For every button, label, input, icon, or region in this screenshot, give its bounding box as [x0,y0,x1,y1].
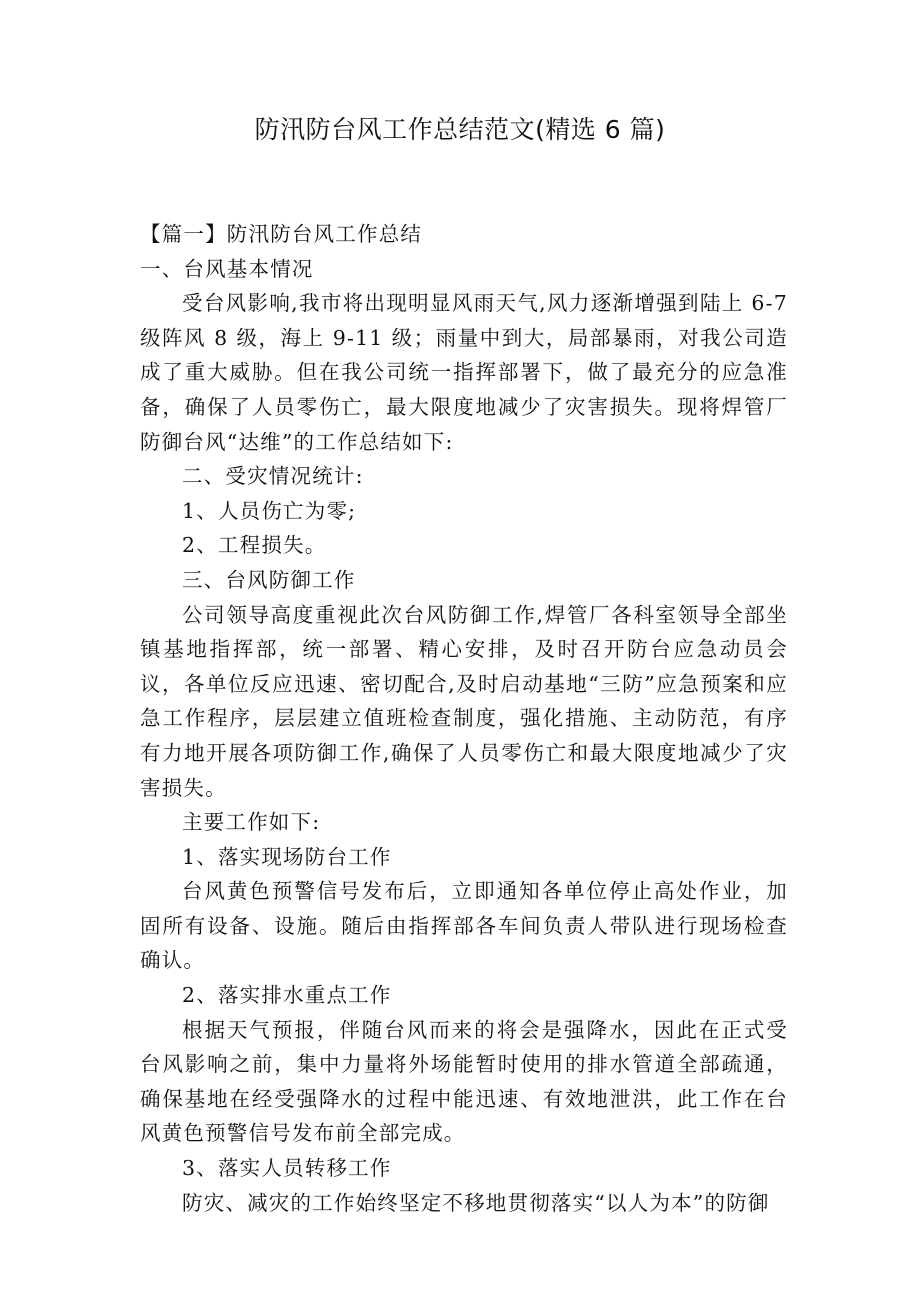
document-title: 防汛防台风工作总结范文(精选 6 篇) [254,115,666,144]
body-paragraph: 防灾、减灾的工作始终坚定不移地贯彻落实“以人为本”的防御 [182,1190,770,1215]
section-heading: 【篇一】防汛防台风工作总结 [140,222,423,246]
list-item: 1、人员伤亡为零; [182,498,357,523]
subsection-heading: 一、台风基本情况 [140,256,314,281]
list-item: 2、工程损失。 [182,533,327,558]
list-item: 3、落实人员转移工作 [182,1156,392,1181]
body-paragraph: 受台风影响,我市将出现明显风雨天气,风力逐渐增强到陆上 6-7 级阵风 8 级，海上 9-11 级；雨量中到大，局部暴雨，对我公司造成了重大威胁。但在我公司统一指挥部署下，做了最充分的应急准备，确保了人员零伤亡，最大限度地减少了灾害损失。现将焊管厂防御台风“达维”的工作总结如下: [140,291,788,454]
body-paragraph: 主要工作如下: [182,810,321,835]
body-paragraph: 根据天气预报，伴随台风而来的将会是强降水，因此在正式受台风影响之前，集中力量将外场能暂时使用的排水管道全部疏通，确保基地在经受强降水的过程中能迅速、有效地泄洪，此工作在台风黄色预警信号发布前全部完成。 [140,1017,788,1146]
body-paragraph: 台风黄色预警信号发布后，立即通知各单位停止高处作业，加固所有设备、设施。随后由指挥部各车间负责人带队进行现场检查确认。 [140,879,788,973]
subsection-heading: 二、受灾情况统计: [182,464,364,489]
list-item: 2、落实排水重点工作 [182,983,392,1008]
subsection-heading: 三、台风防御工作 [182,567,356,592]
list-item: 1、落实现场防台工作 [182,844,392,869]
body-paragraph: 公司领导高度重视此次台风防御工作,焊管厂各科室领导全部坐镇基地指挥部，统一部署、精心安排，及时召开防台应急动员会议，各单位反应迅速、密切配合,及时启动基地“三防”应急预案和应急工作程序，层层建立值班检查制度，强化措施、主动防范，有序有力地开展各项防御工作,确保了人员零伤亡和最大限度地减少了灾害损失。 [140,602,788,800]
document-body [140,217,788,1220]
